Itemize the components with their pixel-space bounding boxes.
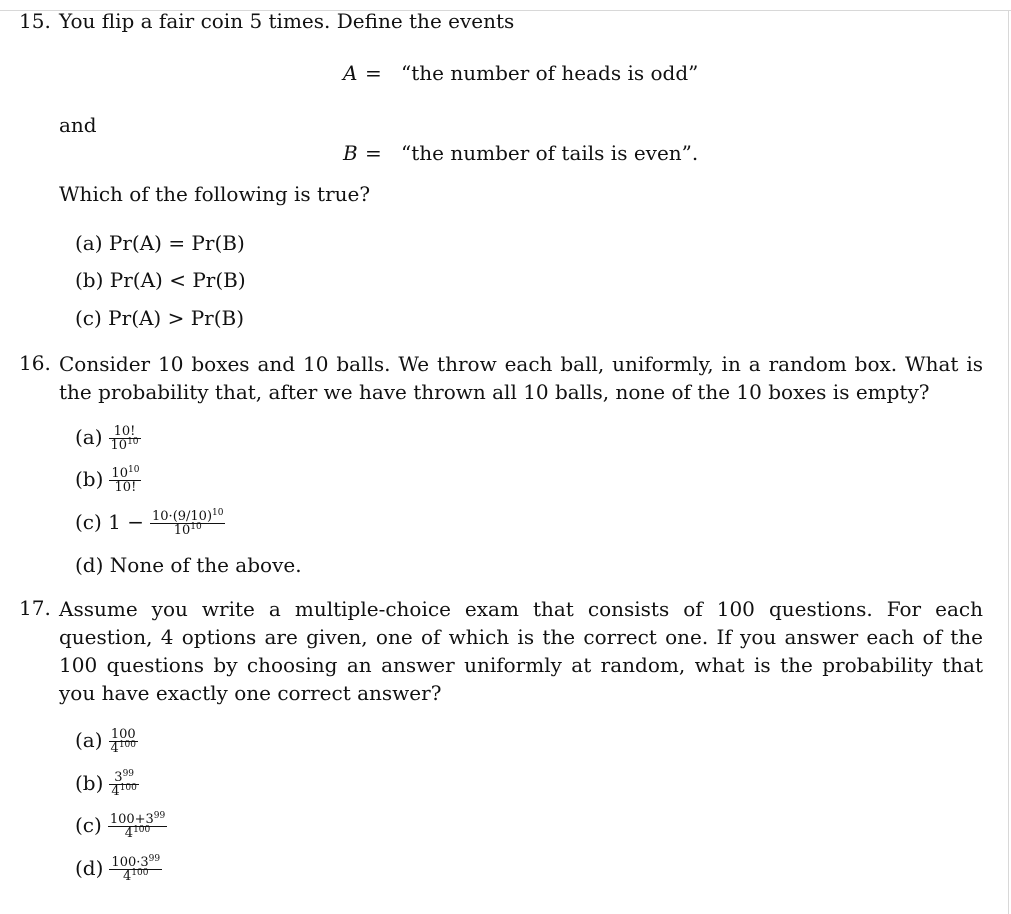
question-intro: You flip a fair coin 5 times. Define the events [59, 9, 515, 33]
option-label: (c) [75, 510, 102, 534]
option-c [75, 813, 167, 840]
option-text: None of the above. [109, 553, 302, 577]
page-border-right [1008, 10, 1009, 914]
option-label: (b) [75, 268, 104, 292]
option-b [75, 268, 246, 292]
option-label: (d) [75, 553, 104, 577]
event-b-label: B [343, 141, 358, 165]
option-a [75, 728, 138, 755]
connector-text: and [59, 113, 97, 137]
denominator: $4^{100}$ [110, 740, 136, 756]
event-a-description: “the number of heads is odd” [401, 61, 699, 85]
option-label: (a) [75, 425, 103, 449]
option-text: Pr(A) = Pr(B) [108, 231, 245, 255]
numerator: $3^{99}$ [109, 771, 138, 785]
question-prompt: Which of the following is true? [59, 182, 371, 206]
option-text: Pr(A) < Pr(B) [109, 268, 246, 292]
equals-sign: = [365, 61, 382, 85]
numerator: $100+3^{99}$ [109, 811, 166, 827]
option-label: (a) [75, 231, 103, 255]
option-c [75, 510, 225, 537]
option-label: (b) [75, 467, 104, 491]
fraction [108, 813, 167, 840]
denominator: $4^{100}$ [124, 825, 151, 841]
fraction [109, 425, 141, 452]
option-a [75, 425, 141, 452]
question-text: Consider 10 boxes and 10 balls. We throw each ball, uniformly, in a random box. What is the probability that, after we have thrown all 10 balls, none of the 10 boxes is empty? [59, 352, 983, 404]
fraction [150, 510, 225, 537]
denominator: 10! [114, 480, 137, 495]
event-a-label: A [343, 61, 358, 85]
question-number: 15. [19, 9, 51, 33]
option-prefix: 1 − [108, 510, 145, 534]
question-number: 17. [19, 596, 51, 620]
option-d [75, 856, 162, 883]
option-label: (a) [75, 728, 103, 752]
numerator: 10! [109, 425, 141, 439]
option-d [75, 553, 302, 577]
fraction [109, 771, 138, 798]
option-label: (c) [75, 813, 102, 837]
numerator: 100 [109, 728, 138, 742]
question-number: 16. [19, 351, 51, 375]
denominator: $10^{10}$ [110, 437, 139, 453]
option-label: (d) [75, 856, 104, 880]
denominator: $10^{10}$ [173, 522, 202, 538]
denominator: $4^{100}$ [111, 783, 137, 799]
option-text: Pr(A) > Pr(B) [108, 306, 245, 330]
option-c [75, 306, 244, 330]
fraction [109, 467, 141, 494]
option-label: (b) [75, 771, 104, 795]
numerator: $100\cdot 3^{99}$ [111, 854, 161, 870]
denominator: $4^{100}$ [123, 868, 149, 884]
option-b [75, 467, 141, 494]
fraction [109, 856, 162, 883]
option-label: (c) [75, 306, 102, 330]
option-b [75, 771, 139, 798]
fraction [109, 728, 138, 755]
numerator: $10\cdot(9/10)^{10}$ [152, 508, 224, 524]
event-b-description: “the number of tails is even”. [401, 141, 699, 165]
numerator: $10^{10}$ [111, 465, 140, 481]
question-text: Assume you write a multiple-choice exam that consists of 100 questions. For each question, 4 options are given, one of which is the correct one. If you answer each of the 100 questions by choosing an answer uniformly at random, what is the probability that you have exactly one correct answer? [59, 597, 983, 705]
option-a [75, 231, 245, 255]
equals-sign: = [365, 141, 382, 165]
